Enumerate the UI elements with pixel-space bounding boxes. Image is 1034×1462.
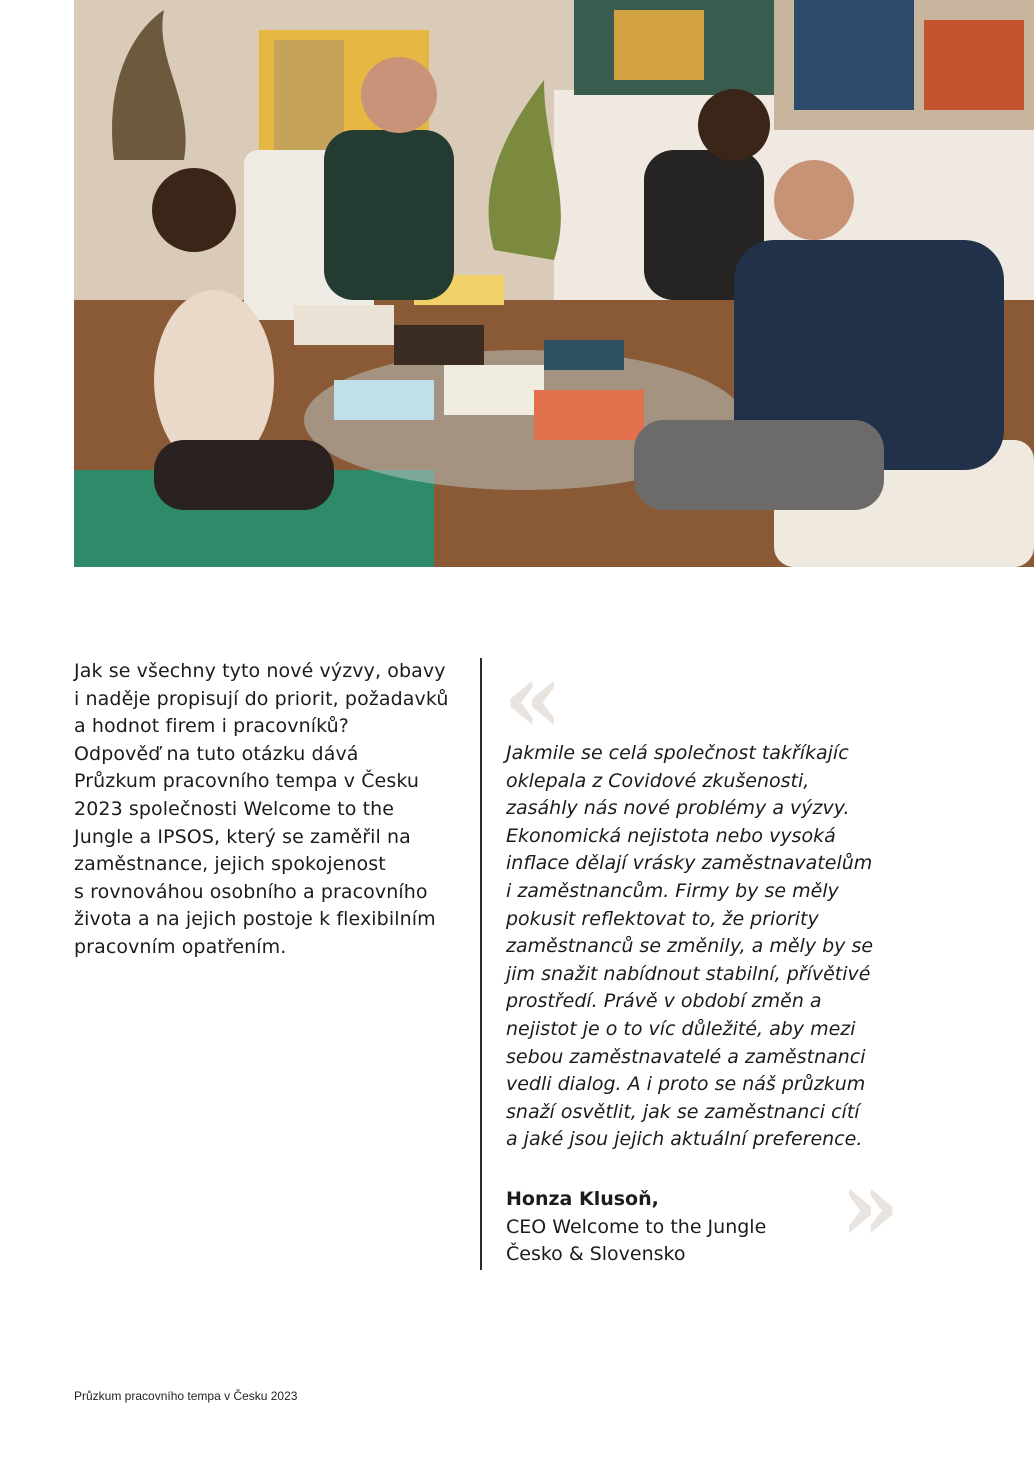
- author-company: Česko & Slovensko: [506, 1243, 686, 1266]
- intro-line: Průzkum pracovního tempa v Česku: [74, 770, 420, 793]
- pull-quote: [506, 740, 896, 1154]
- intro-line: a hodnot firem i pracovníků?: [74, 715, 349, 738]
- intro-line: 2023 společnosti Welcome to the: [74, 797, 395, 820]
- quote-line: snaží osvětlit, jak se zaměstnanci cítí: [506, 1100, 860, 1123]
- quote-line: Jakmile se celá společnost takříkajíc: [506, 742, 849, 764]
- intro-line: s rovnováhou osobního a pracovního: [74, 880, 428, 903]
- close-quote-mark: »: [840, 1149, 900, 1262]
- quote-line: zasáhly nás nové problémy a výzvy.: [506, 797, 850, 820]
- intro-line: zaměstnance, jejich spokojenost: [74, 853, 386, 876]
- intro-line: i naděje propisují do priorit, požadavků: [74, 687, 449, 710]
- quote-line: zaměstnanců se změnily, a měly by se: [506, 935, 874, 958]
- quote-line: vedli dialog. A i proto se náš průzkum: [506, 1073, 866, 1096]
- intro-paragraph: [74, 658, 474, 962]
- quote-author: [506, 1186, 896, 1269]
- quote-line: inflace dělají vrásky zaměstnavatelům: [506, 852, 873, 875]
- quote-line: sebou zaměstnavatelé a zaměstnanci: [506, 1045, 866, 1068]
- quote-line: prostředí. Právě v období změn a: [506, 990, 822, 1013]
- column-divider: [480, 658, 482, 1270]
- quote-line: i zaměstnancům. Firmy by se měly: [506, 879, 839, 902]
- author-name: Honza Klusoň,: [506, 1188, 659, 1210]
- quote-line: pokusit reflektovat to, že priority: [506, 907, 819, 930]
- author-role: CEO Welcome to the Jungle: [506, 1215, 767, 1238]
- intro-line: Jungle a IPSOS, který se zaměřil na: [74, 825, 411, 848]
- intro-line: Odpověď na tuto otázku dává: [74, 742, 359, 765]
- intro-line: života a na jejich postoje k flexibilním: [74, 908, 436, 931]
- quote-line: jim snažit nabídnout stabilní, přívětivé: [506, 962, 871, 985]
- quote-line: nejistot je o to víc důležité, aby mezi: [506, 1017, 856, 1040]
- hero-photo: [74, 0, 1034, 567]
- quote-line: Ekonomická nejistota nebo vysoká: [506, 824, 836, 847]
- intro-line: pracovním opatřením.: [74, 935, 287, 958]
- open-quote-mark: «: [503, 641, 563, 754]
- quote-line: oklepala z Covidové zkušenosti,: [506, 769, 810, 792]
- intro-line: Jak se všechny tyto nové výzvy, obavy: [74, 660, 446, 682]
- page-footer: Průzkum pracovního tempa v Česku 2023: [74, 1389, 298, 1403]
- quote-line: a jaké jsou jejich aktuální preference.: [506, 1128, 863, 1151]
